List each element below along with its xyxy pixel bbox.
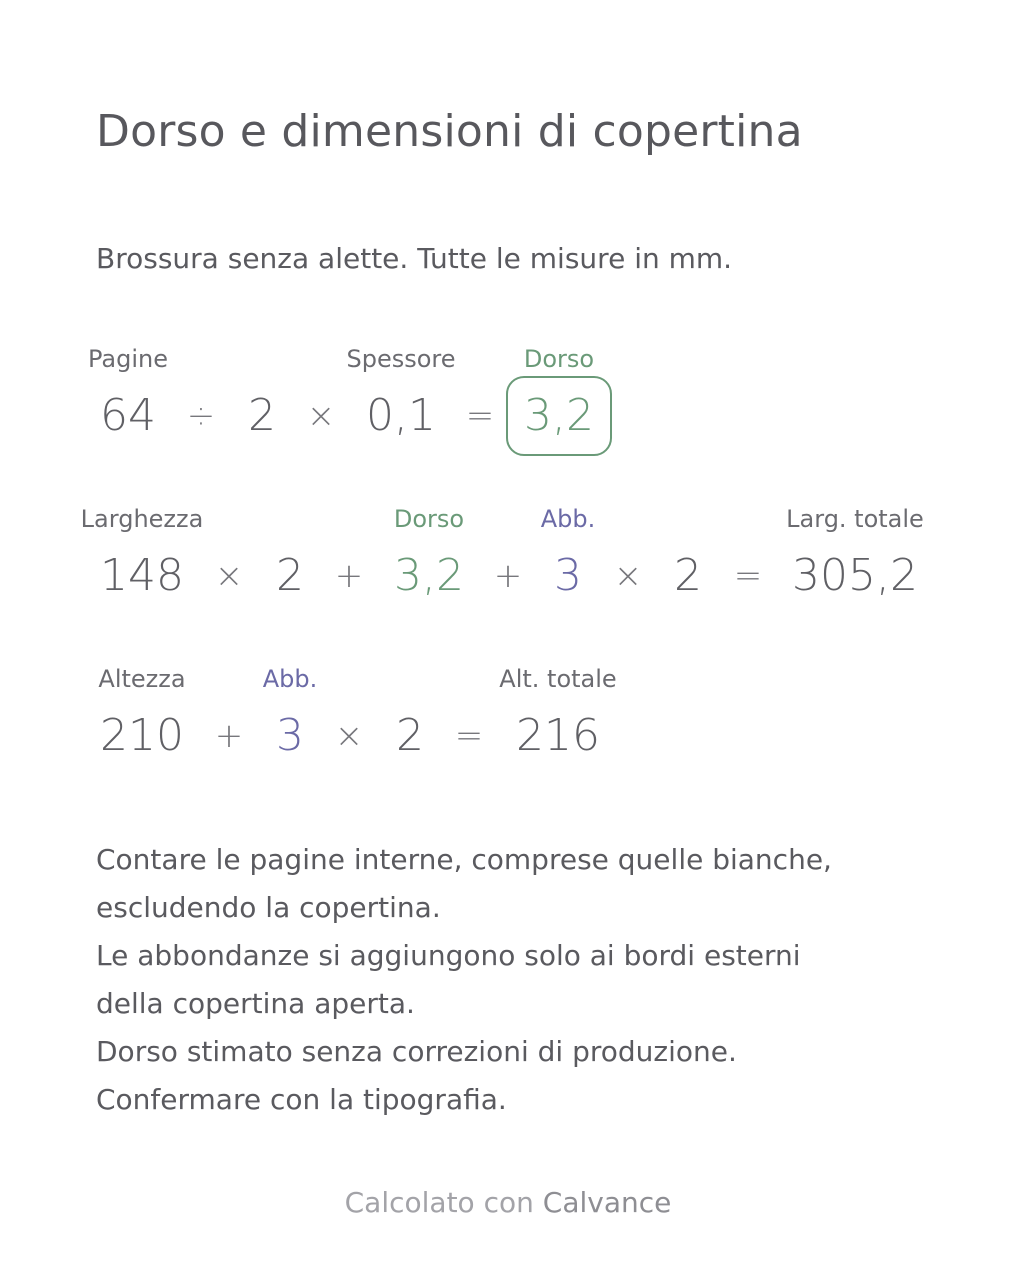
page-subtitle: Brossura senza alette. Tutte le misure in mm. [96,242,733,275]
label-spine-result: Dorso [523,345,595,373]
value-divisor: 2 [248,390,276,441]
operator-plus: + [493,556,523,596]
note-line: Dorso stimato senza correzioni di produzione. [96,1035,737,1068]
note-line: escludendo la copertina. [96,891,441,924]
operator-multiply: × [306,396,336,436]
label-width: Larghezza [80,505,204,533]
label-height: Altezza [98,665,186,693]
note-line: Contare le pagine interne, comprese quelle bianche, [96,843,832,876]
operator-multiply: × [334,716,364,756]
operator-equals: = [454,716,484,756]
label-bleed: Abb. [540,505,596,533]
label-total-height: Alt. totale [499,665,617,693]
footer-prefix: Calcolato con [344,1186,534,1219]
operator-multiply: × [613,556,643,596]
value-factor: 2 [276,550,304,601]
value-factor: 2 [674,550,702,601]
operator-equals: = [733,556,763,596]
value-total-width: 305,2 [792,550,918,601]
notes [96,836,956,1124]
label-spine: Dorso [393,505,465,533]
value-bleed: 3 [554,550,582,601]
label-pages: Pagine [88,345,168,373]
note-line: della copertina aperta. [96,987,415,1020]
value-bleed: 3 [276,710,304,761]
note-line: Le abbondanze si aggiungono solo ai bordi esterni [96,939,801,972]
footer-brand[interactable]: Calvance [542,1186,672,1219]
value-pages: 64 [100,390,156,441]
footer-attribution [0,1184,1016,1222]
value-spine: 3,2 [394,550,464,601]
note-line: Confermare con la tipografia. [96,1083,507,1116]
value-total-height: 216 [516,710,600,761]
operator-multiply: × [214,556,244,596]
operator-plus: + [334,556,364,596]
label-total-width: Larg. totale [786,505,924,533]
value-thickness: 0,1 [366,390,436,441]
page-title: Dorso e dimensioni di copertina [96,106,803,157]
label-bleed: Abb. [262,665,318,693]
label-thickness: Spessore [346,345,456,373]
spine-result-box: 3,2 [506,376,612,456]
value-factor: 2 [396,710,424,761]
value-width: 148 [100,550,184,601]
operator-divide: ÷ [186,396,216,436]
value-height: 210 [100,710,184,761]
operator-plus: + [214,716,244,756]
operator-equals: = [465,396,495,436]
